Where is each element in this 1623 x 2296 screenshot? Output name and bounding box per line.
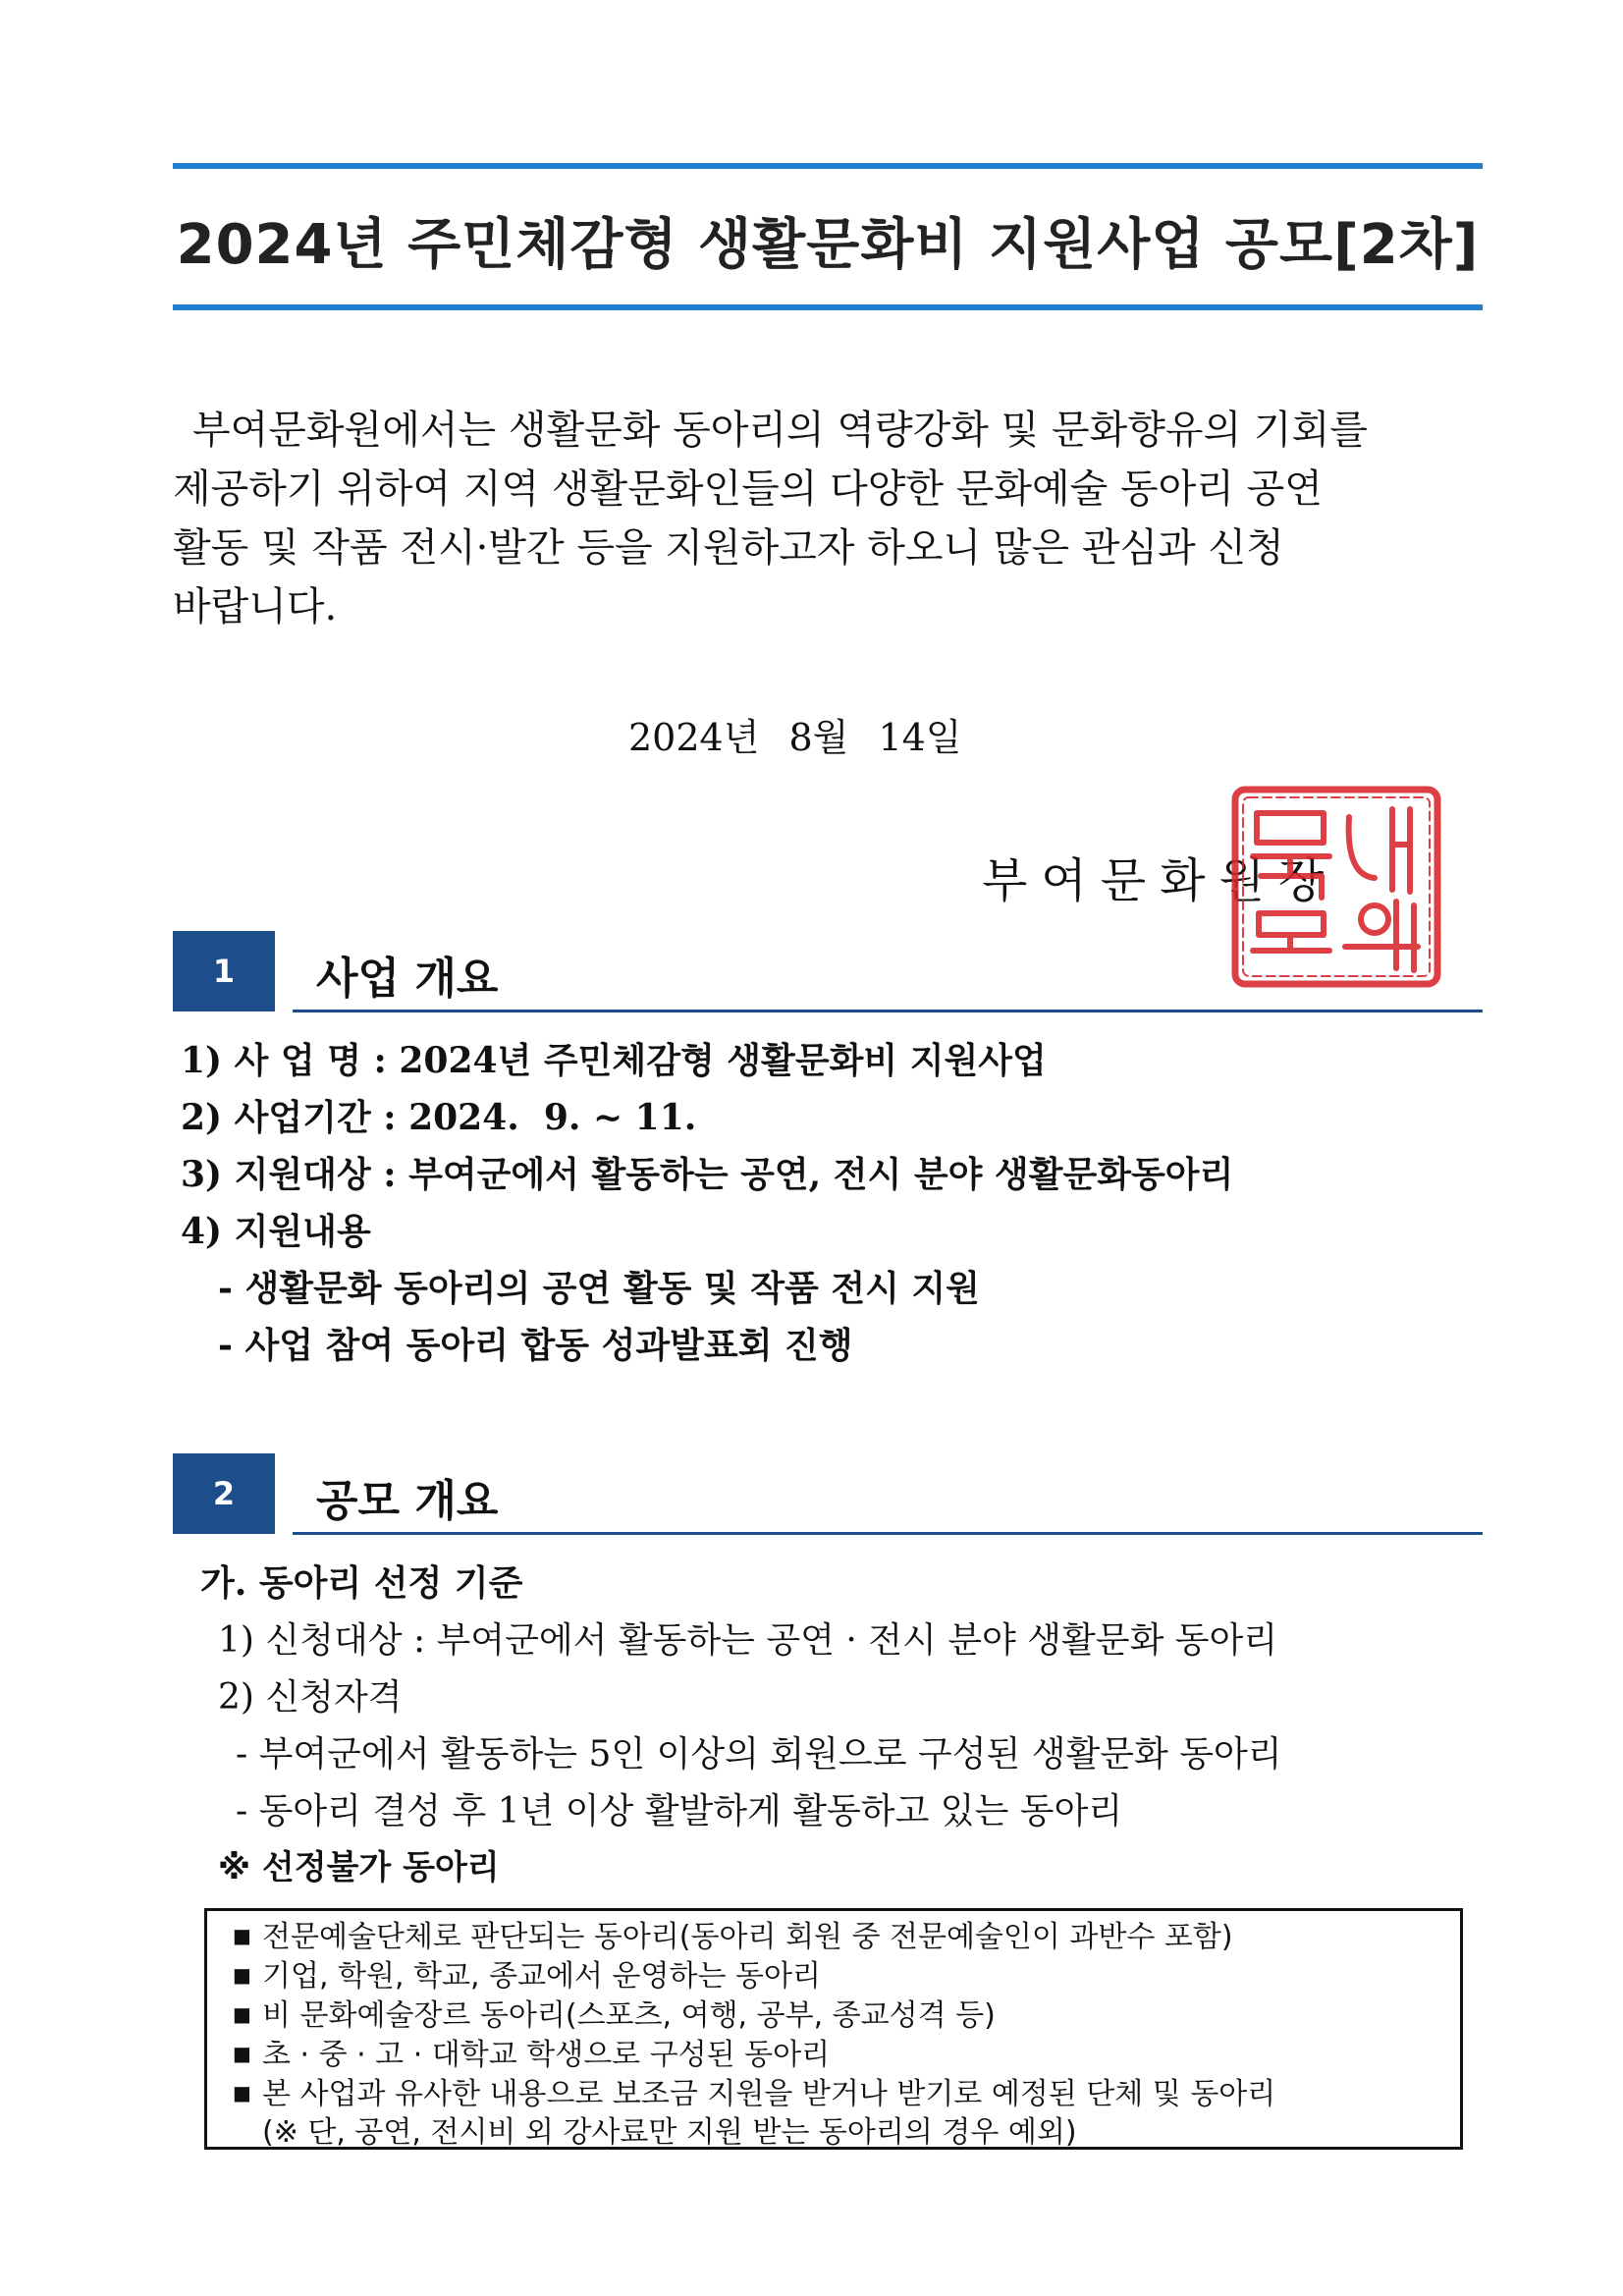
list-item: - 동아리 결성 후 1년 이상 활발하게 활동하고 있는 동아리 (236, 1791, 1123, 1831)
intro-paragraph (173, 401, 1483, 636)
signer-name: 부여문화원장 (982, 853, 1338, 908)
bullet-square-icon: ■ (233, 1924, 251, 1947)
bullet-square-icon: ■ (233, 2042, 251, 2065)
exclusion-item (233, 1956, 1434, 1995)
intro-line: 부여문화원에서는 생활문화 동아리의 역량강화 및 문화향유의 기회를 (192, 408, 1368, 453)
section-rule (293, 1010, 1483, 1012)
section-number-badge: 1 (173, 931, 275, 1011)
exclusion-item (233, 1995, 1434, 2035)
exclusion-text: 전문예술단체로 판단되는 동아리(동아리 회원 중 전문예술인이 과반수 포함) (262, 1920, 1233, 1954)
issue-date: 2024년 8월 14일 (628, 716, 962, 759)
exclusion-text: 본 사업과 유사한 내용으로 보조금 지원을 받거나 받기로 예정된 단체 및 동아리 (262, 2077, 1276, 2111)
list-item: - 사업 참여 동아리 합동 성과발표회 진행 (218, 1325, 853, 1366)
intro-line: 활동 및 작품 전시·발간 등을 지원하고자 하오니 많은 관심과 신청 (173, 525, 1284, 571)
intro-line: 바랍니다. (173, 584, 338, 629)
exclusion-text: 기업, 학원, 학교, 종교에서 운영하는 동아리 (262, 1959, 821, 1994)
exclusion-text: 비 문화예술장르 동아리(스포츠, 여행, 공부, 종교성격 등) (262, 1998, 996, 2033)
bullet-square-icon: ■ (233, 2002, 251, 2026)
bullet-square-icon: ■ (233, 2081, 251, 2105)
list-item: 2) 신청자격 (218, 1677, 403, 1718)
exclusion-item (233, 2035, 1434, 2074)
section-rule (293, 1532, 1483, 1535)
section-title: 사업 개요 (316, 954, 499, 1004)
title-top-rule (173, 163, 1483, 169)
exclusion-item (233, 1917, 1434, 1956)
section-number-badge: 2 (173, 1453, 275, 1534)
exclusion-item (233, 2074, 1434, 2113)
list-item: - 생활문화 동아리의 공연 활동 및 작품 전시 지원 (218, 1268, 980, 1309)
exclusion-note: (※ 단, 공연, 전시비 외 강사료만 지원 받는 동아리의 경우 예외) (262, 2115, 1077, 2150)
exclusion-box (204, 1908, 1463, 2150)
title-bottom-rule (173, 304, 1483, 310)
list-item: 4) 지원내용 (181, 1211, 371, 1252)
exclusion-text: 초 · 중 · 고 · 대학교 학생으로 구성된 동아리 (262, 2038, 831, 2072)
list-item: 1) 신청대상 : 부여군에서 활동하는 공연 · 전시 분야 생활문화 동아리 (218, 1620, 1278, 1661)
intro-line: 제공하기 위하여 지역 생활문화인들의 다양한 문화예술 동아리 공연 (173, 466, 1323, 512)
exclusion-heading: ※ 선정불가 동아리 (218, 1848, 500, 1887)
bullet-square-icon: ■ (233, 1963, 251, 1987)
list-item: 3) 지원대상 : 부여군에서 활동하는 공연, 전시 분야 생활문화동아리 (181, 1154, 1234, 1195)
page-title: 2024년 주민체감형 생활문화비 지원사업 공모[2차] (176, 213, 1480, 277)
list-item: 1) 사 업 명 : 2024년 주민체감형 생활문화비 지원사업 (181, 1040, 1047, 1081)
list-item: - 부여군에서 활동하는 5인 이상의 회원으로 구성된 생활문화 동아리 (236, 1734, 1282, 1775)
official-seal (1227, 782, 1445, 992)
list-item: 2) 사업기간 : 2024. 9. ~ 11. (181, 1097, 697, 1138)
subheading: 가. 동아리 선정 기준 (200, 1562, 523, 1604)
section-title: 공모 개요 (316, 1476, 499, 1526)
